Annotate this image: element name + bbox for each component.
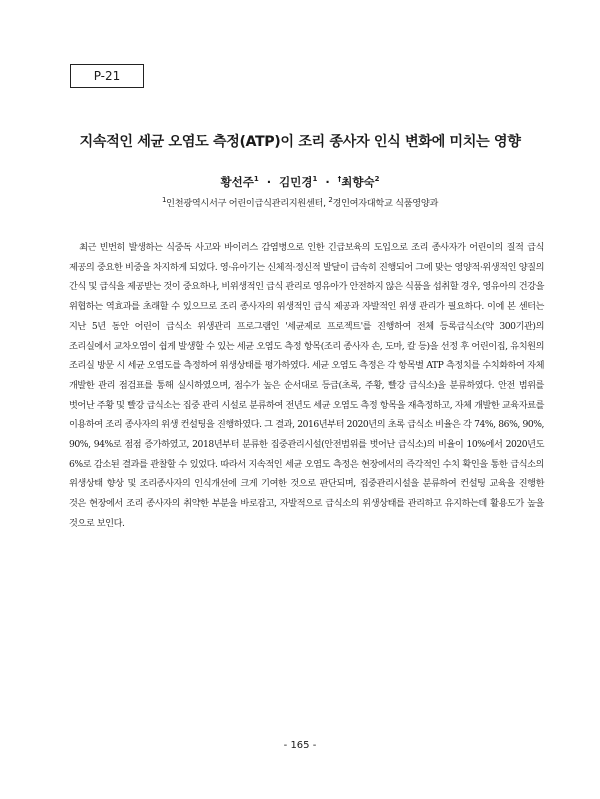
author-separator: · — [325, 175, 330, 189]
author-affil-sup: 1 — [253, 175, 259, 184]
affiliation-text: 경인여자대학교 식품영양과 — [332, 198, 439, 209]
author-list — [0, 174, 600, 190]
author-name: 최향숙 — [341, 175, 375, 189]
poster-id-box: P-21 — [70, 64, 144, 88]
author-affil-sup: 2 — [374, 175, 380, 184]
affiliations — [0, 195, 600, 209]
author-name: 김민경 — [279, 175, 313, 189]
author-separator: · — [266, 175, 272, 189]
affiliation-sup: 1 — [161, 195, 167, 204]
abstract-body: 최근 빈번히 발생하는 식중독 사고와 바이러스 감염병으로 인한 긴급보육의 도입으로 조리 종사자가 어린이의 질적 급식 제공의 중요한 비중을 차지하게 되었다. 영·유아기는 신체적·정신적 발달이 급속히 진행되어 그에 맞는 영양적·위생적인 양질의 간식 및 급식을 제공받는 것이 중요하나, 비위생적인 급식 관리로 영유아가 안전하지 않은 식품을 섭취할 경우, 영유아의 건강을 위협하는 역효과를 초래할 수 있으므로 조리 종사자의 위생적인 급식 제공과 자발적인 위생 관리가 필요하다. 이에 본 센터는 지난 5년 동안 어린이 급식소 위생관리 프로그램인 '세균제로 프로젝트'를 진행하여 전체 등록급식소(약 300기관)의 조리실에서 교차오염이 쉽게 발생할 수 있는 세균 오염도 측정 항목(조리 종사자 손, 도마, 칼 등)을 선정 후 어린이집, 유치원의 조리실 방문 시 세균 오염도를 측정하여 위생상태를 평가하였다. 세균 오염도 측정은 각 항목별 ATP 측정치를 수치화하여 자체 개발한 관리 점검표를 통해 실시하였으며, 점수가 높은 순서대로 등급(초록, 주황, 빨강 급식소)을 분류하였다. 안전 범위를 벗어난 주황 및 빨강 급식소는 집중 관리 시설로 분류하여 전년도 세균 오염도 측정 항목을 재측정하고, 자체 개발한 교육자료를 이용하여 조리 종사자의 위생 컨설팅을 진행하였다. 그 결과, 2016년부터 2020년의 초록 급식소 비율은 각 74%, 86%, 90%, 90%, 94%로 점점 증가하였고, 2018년부터 분류한 집중관리시설(안전범위를 벗어난 급식소)의 비율이 10%에서 2020년도 6%로 감소된 결과를 관찰할 수 있었다. 따라서 지속적인 세균 오염도 측정은 현장에서의 즉각적인 수치 확인을 통한 급식소의 위생상태 향상 및 조리종사자의 인식개선에 크게 기여한 것으로 판단되며, 집중관리시설을 분류하여 컨설팅 교육을 진행한 것은 현장에서 조리 종사자의 취약한 부분을 바로잡고, 자발적으로 급식소의 위생상태를 관리하고 유지하는데 활용도가 높을 것으로 보인다. — [69, 242, 544, 529]
paper-title: 지속적인 세균 오염도 측정(ATP)이 조리 종사자 인식 변화에 미치는 영향 — [79, 134, 521, 150]
author-name: 황선주 — [220, 175, 254, 189]
page-number: - 165 - — [283, 740, 317, 751]
affiliation-text: 인천광역시서구 어린이급식관리지원센터, — [166, 198, 326, 209]
corresponding-author-mark: † — [337, 175, 342, 184]
affiliation-sup: 2 — [328, 195, 333, 204]
author-affil-sup: 1 — [312, 175, 318, 184]
